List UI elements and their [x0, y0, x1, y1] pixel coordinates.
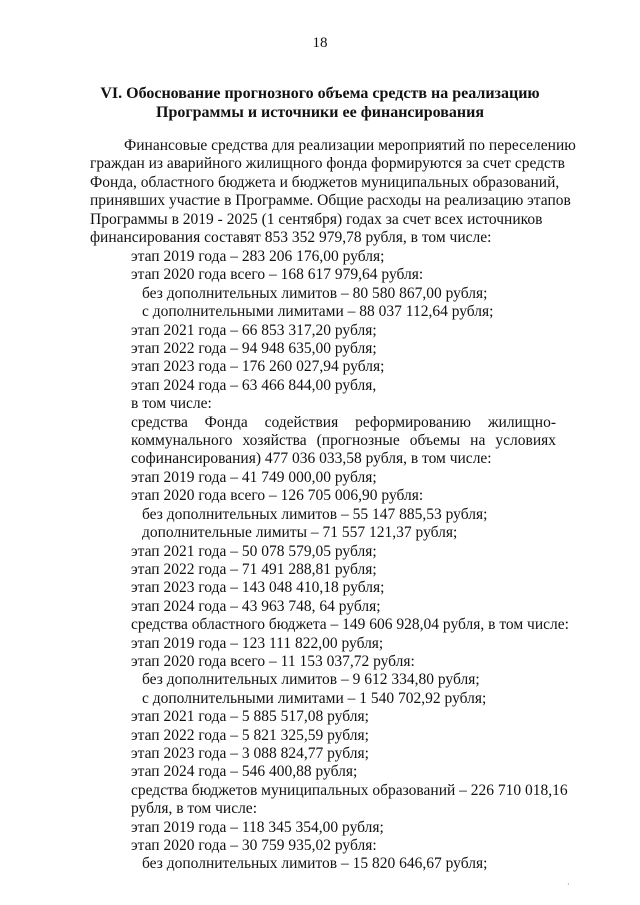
intro-line: граждан из аварийного жилищного фонда формируются за счет средств [90, 155, 565, 173]
intro-line: финансирования составят 853 352 979,78 рубля, в том числе: [90, 229, 492, 247]
sub-stage-line: без дополнительных лимитов – 15 820 646,67 рубля; [142, 855, 488, 873]
stage-line: этап 2023 года – 143 048 410,18 рубля; [131, 579, 385, 597]
stage-line: этап 2024 года – 43 963 748, 64 рубля; [131, 597, 381, 615]
stage-line: этап 2020 года всего – 168 617 979,64 рубля: [131, 266, 424, 284]
intro-line: принявших участие в Программе. Общие расходы на реализацию этапов [90, 192, 571, 210]
funding-breakdown [131, 248, 569, 874]
section-heading [0, 84, 640, 122]
stage-line: этап 2019 года – 41 749 000,00 рубля; [131, 468, 377, 486]
stage-line: этап 2019 года – 283 206 176,00 рубля; [131, 248, 385, 265]
stage-line: этап 2020 года всего – 11 153 037,72 рубля: [131, 652, 415, 670]
stage-line: этап 2023 года – 176 260 027,94 рубля; [131, 358, 385, 376]
intro-paragraph [90, 137, 576, 247]
stage-line: этап 2024 года – 546 400,88 рубля; [131, 763, 358, 781]
source-line: коммунального хозяйства (прогнозные объемы на условиях [131, 432, 556, 450]
source-line: средства областного бюджета – 149 606 928,04 рубля, в том числе: [131, 616, 569, 634]
intro-line: Фонда, областного бюджета и бюджетов муниципальных образований, [90, 173, 560, 191]
text-line: в том числе: [131, 395, 212, 413]
page-number: 18 [312, 35, 328, 51]
stage-line: этап 2024 года – 63 466 844,00 рубля, [131, 376, 377, 394]
sub-stage-line: с дополнительными лимитами – 88 037 112,64 рубля; [142, 303, 494, 321]
stage-line: этап 2022 года – 94 948 635,00 рубля; [131, 340, 377, 358]
intro-line: Программы в 2019 - 2025 (1 сентября) годах за счет всех источников [90, 210, 543, 228]
stage-line: этап 2021 года – 66 853 317,20 рубля; [131, 321, 377, 339]
source-line: средства Фонда содействия реформированию жилищно- [131, 413, 556, 431]
sub-stage-line: дополнительные лимиты – 71 557 121,37 рубля; [142, 524, 458, 542]
stage-line: этап 2019 года – 123 111 822,00 рубля; [131, 634, 384, 652]
source-line: средства бюджетов муниципальных образований – 226 710 018,16 [131, 781, 568, 799]
sub-stage-line: без дополнительных лимитов – 55 147 885,53 рубля; [142, 505, 488, 523]
section-heading-line-1: VI. Обоснование прогнозного объема средств на реализацию [100, 85, 540, 102]
source-line: софинансирования) 477 036 033,58 рубля, в том числе: [131, 450, 492, 468]
sub-stage-line: с дополнительными лимитами – 1 540 702,92 рубля; [142, 689, 487, 707]
stage-line: этап 2022 года – 71 491 288,81 рубля; [131, 560, 377, 578]
stage-line: этап 2020 года – 30 759 935,02 рубля: [131, 837, 377, 854]
text-line: рубля, в том числе: [131, 800, 257, 818]
stage-line: этап 2020 года всего – 126 705 006,90 рубля: [131, 487, 424, 505]
intro-line: Финансовые средства для реализации мероприятий по переселению [124, 137, 576, 154]
stage-line: этап 2021 года – 5 885 517,08 рубля; [131, 708, 369, 726]
stage-line: этап 2022 года – 5 821 325,59 рубля; [131, 726, 369, 744]
stage-line: этап 2023 года – 3 088 824,77 рубля; [131, 744, 369, 762]
stage-line: этап 2019 года – 118 345 354,00 рубля; [131, 818, 384, 836]
section-heading-line-2: Программы и источники ее финансирования [156, 104, 484, 121]
corner-dot: · [567, 880, 570, 889]
sub-stage-line: без дополнительных лимитов – 80 580 867,00 рубля; [142, 284, 488, 302]
stage-line: этап 2021 года – 50 078 579,05 рубля; [131, 542, 377, 560]
sub-stage-line: без дополнительных лимитов – 9 612 334,80 рубля; [142, 671, 480, 689]
